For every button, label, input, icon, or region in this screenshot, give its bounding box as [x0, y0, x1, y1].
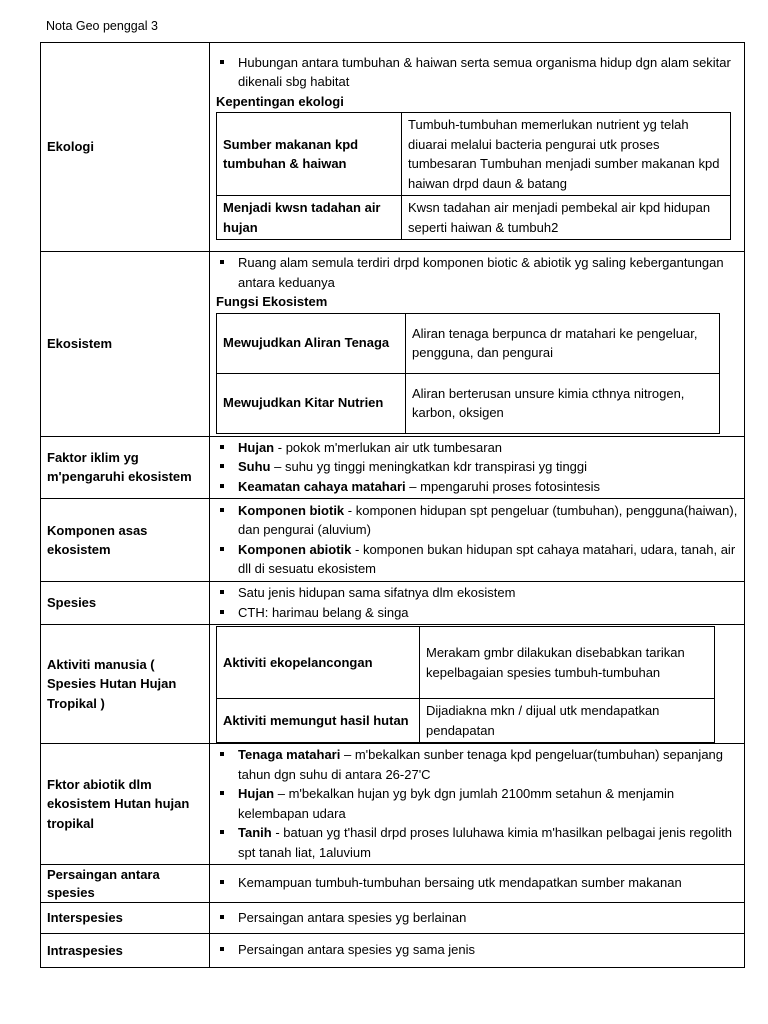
row-content-ekologi — [210, 43, 745, 252]
inner-row — [217, 627, 715, 699]
row-label-abiotik: Fktor abiotik dlm ekosistem Hutan hujan tropikal — [41, 744, 210, 865]
subheading: Kepentingan ekologi — [216, 93, 344, 109]
page-title: Nota Geo penggal 3 — [46, 19, 158, 33]
row-content-komponen — [210, 499, 745, 582]
inner-key: Sumber makanan kpd tumbuhan & haiwan — [217, 113, 402, 196]
row-content-interspesies — [210, 903, 745, 934]
table-row — [41, 499, 745, 582]
inner-row — [217, 196, 731, 240]
row-label-faktor-iklim: Faktor iklim yg m'pengaruhi ekosistem — [41, 436, 210, 499]
table-row — [41, 436, 745, 499]
bullet-item: Kemampuan tumbuh-tumbuhan bersaing utk mendapatkan sumber makanan — [216, 873, 738, 893]
inner-value: Aliran tenaga berpunca dr matahari ke pengeluar, pengguna, dan pengurai — [406, 313, 720, 373]
bullet-item: Komponen biotik - komponen hidupan spt pengeluar (tumbuhan), pengguna(haiwan), dan pengurai (aluvium) — [216, 501, 738, 540]
inner-value: Kwsn tadahan air menjadi pembekal air kpd hidupan seperti haiwan & tumbuh2 — [402, 196, 731, 240]
row-label-komponen: Komponen asas ekosistem — [41, 499, 210, 582]
bullet-item: Keamatan cahaya matahari – mpengaruhi proses fotosintesis — [216, 477, 738, 497]
row-content-aktiviti — [210, 625, 745, 744]
bullet-item: Komponen abiotik - komponen bukan hidupan spt cahaya matahari, udara, tanah, air dll di sesuatu ekosistem — [216, 540, 738, 579]
row-label-interspesies: Interspesies — [41, 903, 210, 934]
row-label-aktiviti: Aktiviti manusia ( Spesies Hutan Hujan Tropikal ) — [41, 625, 210, 744]
row-content-faktor-iklim — [210, 436, 745, 499]
row-content-intraspesies — [210, 934, 745, 968]
inner-row — [217, 373, 720, 433]
inner-table — [216, 112, 731, 240]
row-content-persaingan — [210, 865, 745, 903]
table-row — [41, 903, 745, 934]
bullet-item: Suhu – suhu yg tinggi meningkatkan kdr transpirasi yg tinggi — [216, 457, 738, 477]
inner-value: Dijadiakna mkn / dijual utk mendapatkan pendapatan — [420, 699, 715, 743]
table-row — [41, 252, 745, 437]
row-content-ekosistem — [210, 252, 745, 437]
inner-key: Aktiviti ekopelancongan — [217, 627, 420, 699]
row-label-ekosistem: Ekosistem — [41, 252, 210, 437]
inner-table — [216, 313, 720, 434]
inner-value: Merakam gmbr dilakukan disebabkan tarikan kepelbagaian spesies tumbuh-tumbuhan — [420, 627, 715, 699]
inner-key: Aktiviti memungut hasil hutan — [217, 699, 420, 743]
row-label-ekologi: Ekologi — [41, 43, 210, 252]
row-label-spesies: Spesies — [41, 582, 210, 625]
inner-row — [217, 113, 731, 196]
table-row — [41, 934, 745, 968]
table-row — [41, 625, 745, 744]
bullet-item: Satu jenis hidupan sama sifatnya dlm ekosistem — [216, 583, 738, 603]
inner-value: Aliran berterusan unsure kimia cthnya nitrogen, karbon, oksigen — [406, 373, 720, 433]
row-content-abiotik — [210, 744, 745, 865]
table-row — [41, 43, 745, 252]
bullet-item: Hujan – m'bekalkan hujan yg byk dgn jumlah 2100mm setahun & menjamin kelembapan udara — [216, 784, 738, 823]
inner-key: Mewujudkan Kitar Nutrien — [217, 373, 406, 433]
bullet-item: Hubungan antara tumbuhan & haiwan serta semua organisma hidup dgn alam sekitar dikenali sbg habitat — [216, 53, 738, 92]
notes-table — [40, 42, 745, 968]
inner-row — [217, 313, 720, 373]
inner-table — [216, 626, 715, 743]
table-row — [41, 865, 745, 903]
row-content-spesies — [210, 582, 745, 625]
table-row — [41, 744, 745, 865]
row-label-intraspesies: Intraspesies — [41, 934, 210, 968]
row-label-persaingan: Persaingan antara spesies — [41, 865, 210, 903]
subheading: Fungsi Ekosistem — [216, 294, 328, 309]
table-row — [41, 582, 745, 625]
bullet-item: Tanih - batuan yg t'hasil drpd proses luluhawa kimia m'hasilkan pelbagai jenis regolith spt tanah liat, 1aluvium — [216, 823, 738, 862]
inner-value: Tumbuh-tumbuhan memerlukan nutrient yg telah diuarai melalui bacteria pengurai utk proses tumbesaran Tumbuhan menjadi sumber makanan kpd haiwan drpd daun & batang — [402, 113, 731, 196]
bullet-item: CTH: harimau belang & singa — [216, 603, 738, 623]
inner-row — [217, 699, 715, 743]
bullet-item: Hujan - pokok m'merlukan air utk tumbesaran — [216, 438, 738, 458]
bullet-item: Persaingan antara spesies yg sama jenis — [216, 940, 738, 960]
inner-key: Menjadi kwsn tadahan air hujan — [217, 196, 402, 240]
inner-key: Mewujudkan Aliran Tenaga — [217, 313, 406, 373]
bullet-item: Persaingan antara spesies yg berlainan — [216, 908, 738, 928]
bullet-item: Tenaga matahari – m'bekalkan sunber tenaga kpd pengeluar(tumbuhan) sepanjang tahun dgn suhu di antara 26-27'C — [216, 745, 738, 784]
bullet-item: Ruang alam semula terdiri drpd komponen biotic & abiotik yg saling kebergantungan antara keduanya — [216, 253, 738, 292]
